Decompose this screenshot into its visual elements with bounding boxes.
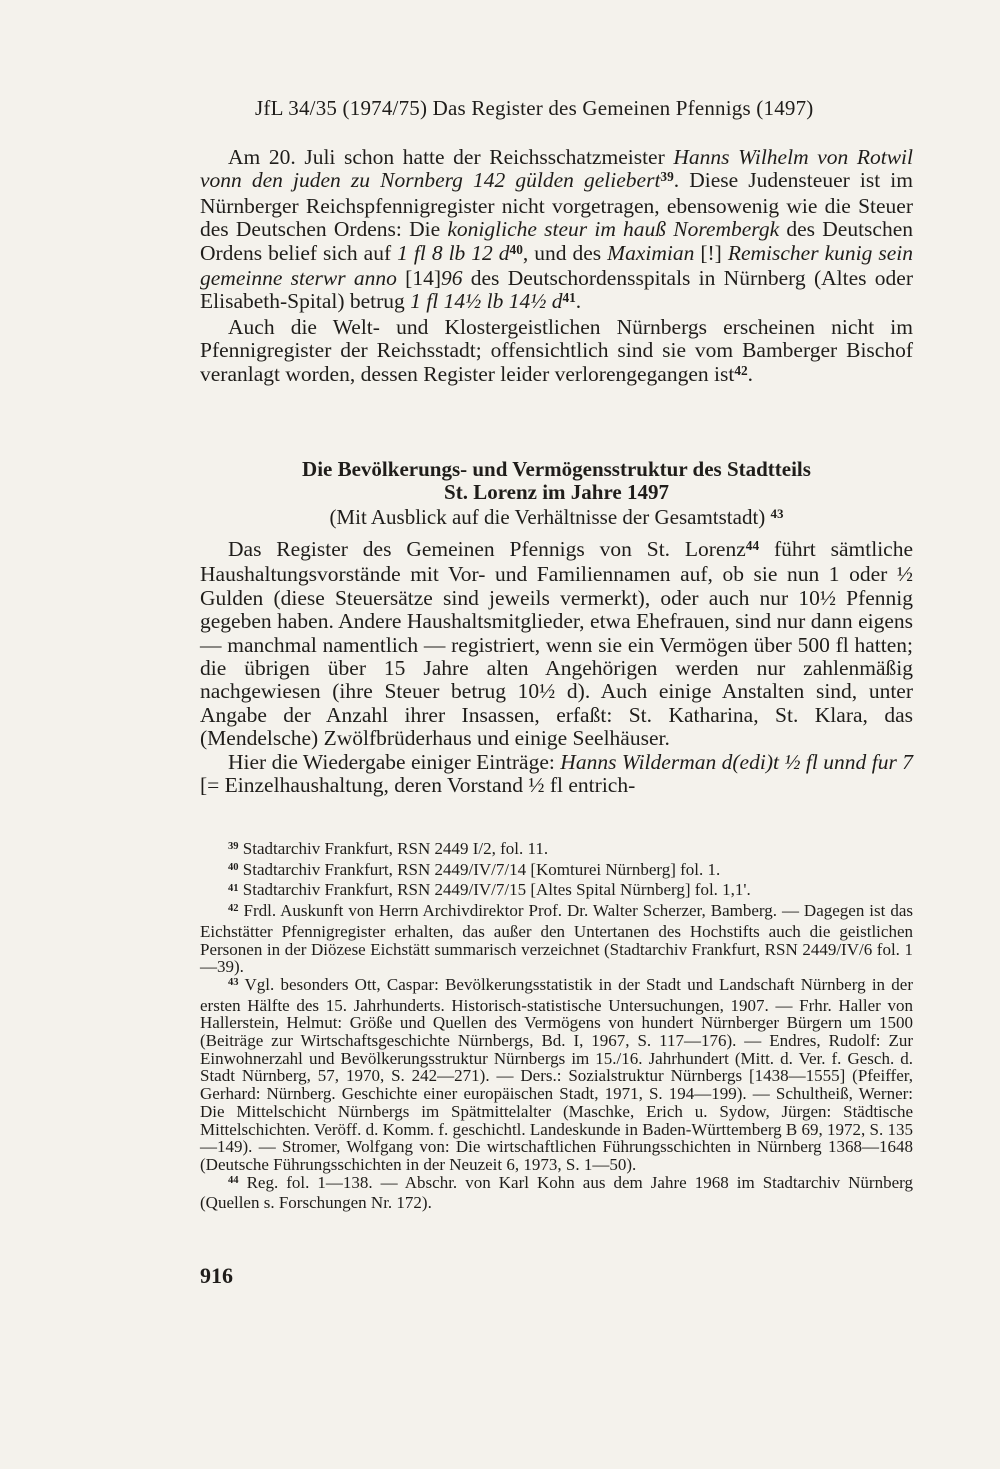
footnote-text: Frdl. Auskunft von Herrn Archivdirektor Prof. Dr. Walter Scherzer, Bamberg. — Dagegen ist das Eichstätter Pfennigregister erhalten, das außer den Untertanen des Hochstifts auch die geistlichen Personen in der Diözese Eichstätt summarisch verzeichnet (Stadtarchiv Frankfurt, RSN 2449/IV/6 fol. 1—39). [200, 901, 913, 977]
footnote-text: Reg. fol. 1—138. — Abschr. von Karl Kohn aus dem Jahre 1968 im Stadtarchiv Nürnberg (Quellen s. Forschungen Nr. 172). [200, 1172, 913, 1213]
text-run: Das Register des Gemeinen Pfennigs von St. Lorenz [228, 537, 746, 561]
footnote-text: Stadtarchiv Frankfurt, RSN 2449/IV/7/15 [Altes Spital Nürnberg] fol. 1,1'. [238, 880, 751, 900]
italic-quote: 96 [440, 266, 463, 291]
footnote-text: Stadtarchiv Frankfurt, RSN 2449/IV/7/14 [Komturei Nürnberg] fol. 1. [238, 859, 721, 879]
footnote-marker-44: 44 [745, 538, 760, 554]
section-heading-line-2: St. Lorenz im Jahre 1497 [444, 480, 669, 504]
page-number: 916 [200, 1263, 233, 1288]
footnote-marker-40: 40 [509, 241, 523, 257]
footnote-40 [200, 861, 913, 882]
footnote-number: 42 [228, 903, 239, 915]
footnote-number: 41 [228, 882, 239, 894]
text-run: , und des [522, 240, 608, 265]
footnote-number: 40 [228, 861, 239, 873]
footnote-39 [200, 840, 913, 861]
footnotes [200, 840, 913, 1212]
text-run: [14] [396, 266, 441, 291]
text-run: Hier die Wiedergabe einiger Einträge: [228, 749, 561, 774]
footnote-text: Stadtarchiv Frankfurt, RSN 2449 I/2, fol. 11. [238, 839, 549, 858]
intro-text [200, 146, 913, 388]
footnote-marker-42: 42 [734, 362, 748, 378]
italic-quote: Maximian [607, 240, 695, 265]
text-run: [= Einzelhaushaltung, deren Vorstand ½ fl entrich- [200, 773, 636, 798]
section-heading [200, 458, 913, 504]
italic-quote: Hanns Wilhelm von Rotwil vonn den juden zu Nornberg 142 gülden geliebert [200, 145, 913, 193]
text-run: führt sämtliche Haushaltungsvorstände mit Vor- und Familiennamen auf, ob sie nun 1 oder ½ Gulden (diese Steuersätze sind jeweils vermerkt), oder auch nur 10½ Pfennig gegeben haben. Andere Haushaltsmitglieder, etwa Ehefrauen, sind nur dann eigens — manchmal namentlich — registriert, wenn sie ein Vermögen über 500 fl hatten; die übrigen über 15 Jahre alten Angehörigen werden nur zahlenmäßig nachgewiesen (ihre Steuer betrug 10½ d). Auch einige Anstalten sind, unter Angabe der Anzahl ihrer Insassen, erfaßt: St. Katharina, St. Klara, das (Mendelsche) Zwölfbrüderhaus und einige Seelhäuser. [200, 537, 914, 751]
text-run: Am 20. Juli schon hatte der Reichsschatzmeister [228, 145, 674, 169]
footnote-42 [200, 902, 913, 976]
section-paragraph-2 [200, 751, 913, 798]
italic-quote: Remischer kunig sein gemeinne sterwr anno [200, 240, 913, 291]
footnote-41 [200, 881, 913, 902]
section-paragraph-1 [200, 538, 913, 751]
footnote-text: Vgl. besonders Ott, Caspar: Bevölkerungsstatistik in der Stadt und Landschaft Nürnberg in der ersten Hälfte des 15. Jahrhunderts. Historisch-statistische Untersuchungen, 1907. — Frhr. Haller von Hallerstein, Helmut: Größe und Quellen des Vermögens von hundert Nürnberger Bürgern um 1500 (Beiträge zur Wirtschaftsgeschichte Nürnbergs, Bd. I, 1967, S. 117—176). — Endres, Rudolf: Zur Einwohnerzahl und Bevölkerungsstruktur Nürnbergs im 15./16. Jahrhundert (Mitt. d. Ver. f. Gesch. d. Stadt Nürnberg, 57, 1970, S. 242—271). — Ders.: Sozialstruktur Nürnbergs [1438—1555] (Pfeiffer, Gerhard: Nürnberg. Geschichte einer europäischen Stadt, 1971, S. 194—199). — Schultheiß, Werner: Die Mittelschicht Nürnbergs im Spätmittelalter (Maschke, Erich u. Sydow, Jürgen: Städtische Mittelschichten. Veröff. d. Komm. f. geschichtl. Landeskunde in Baden-Württemberg B 69, 1972, S. 135—149). — Stromer, Wolfgang von: Die wirtschaftlichen Führungsschichten in Nürnberg 1368—1648 (Deutsche Führungsschichten in der Neuzeit 6, 1973, S. 1—50). [200, 974, 913, 1174]
footnote-number: 43 [228, 977, 239, 989]
intro-paragraph-1 [200, 146, 913, 316]
footnote-number: 44 [228, 1174, 239, 1186]
text-run: [!] [694, 240, 728, 265]
italic-quote: Hanns Wilderman d(edi)t ½ fl unnd fur 7 [560, 749, 913, 774]
italic-quote: 1 fl 14½ lb 14½ d [410, 289, 563, 314]
footnote-marker-41: 41 [562, 290, 576, 306]
text-run: . Diese Judensteuer ist im Nürnberger Reichspfennigregister nicht vorgetragen, ebensowenig wie die Steuer des Deutschen Ordens: Die [200, 168, 913, 242]
section-text [200, 538, 913, 797]
section-heading-line-1: Die Bevölkerungs- und Vermögensstruktur des Stadtteils [302, 457, 811, 481]
footnote-marker-39: 39 [660, 169, 674, 185]
footnote-43 [200, 976, 913, 1174]
text-run: des Deutschen Ordens belief sich auf [200, 217, 914, 265]
text-run: des Deutschordensspitals in Nürnberg (Altes oder Elisabeth-Spital) betrug [200, 266, 913, 314]
section-subheading-text: (Mit Ausblick auf die Verhältnisse der Gesamtstadt) [329, 505, 766, 529]
section-subheading [200, 506, 913, 531]
text-run: . [747, 361, 754, 386]
footnote-44 [200, 1174, 913, 1212]
footnote-marker-43: 43 [770, 506, 784, 522]
italic-quote: 1 fl 8 lb 12 d [397, 240, 510, 265]
text-run: Auch die Welt- und Klostergeistlichen Nürnbergs erscheinen nicht im Pfennigregister der Reichsstadt; offensichtlich sind sie vom Bamberger Bischof veranlagt worden, dessen Register leider verlorengegangen ist [200, 314, 913, 386]
intro-paragraph-2 [200, 316, 913, 388]
running-header: JfL 34/35 (1974/75) Das Register des Gemeinen Pfennigs (1497) [255, 96, 814, 120]
italic-quote: konigliche steur im hauß Norembergk [447, 217, 780, 242]
text-run: . [575, 289, 582, 314]
footnote-number: 39 [228, 841, 239, 853]
